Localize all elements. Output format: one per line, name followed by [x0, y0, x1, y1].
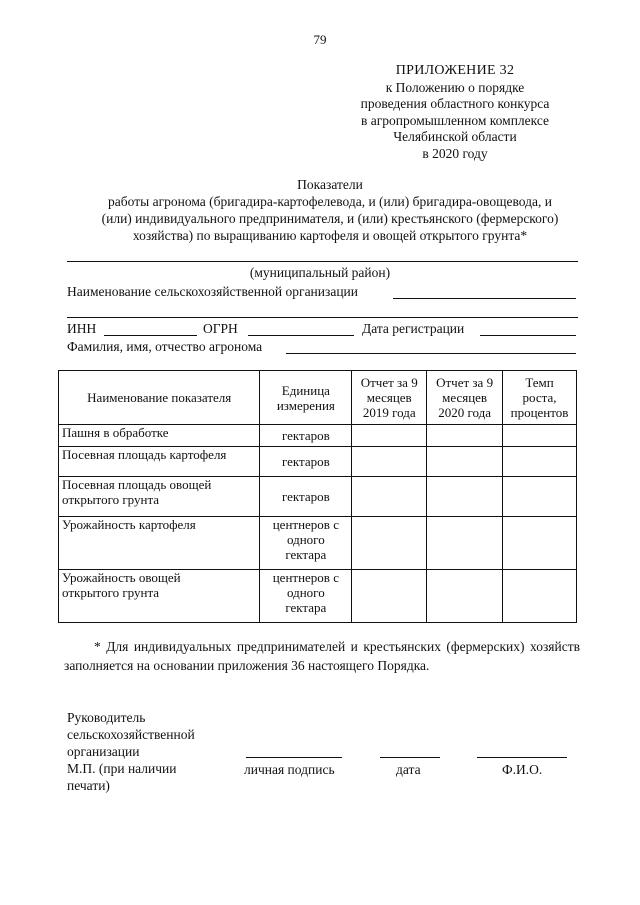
indicator-name: Пашня в обработке — [59, 425, 260, 447]
date-field[interactable] — [380, 757, 440, 758]
ogrn-label: ОГРН — [203, 321, 238, 336]
value-2020-cell[interactable] — [427, 477, 503, 517]
signature-caption: личная подпись — [244, 762, 335, 777]
ogrn-field[interactable] — [248, 335, 354, 336]
value-2020-cell[interactable] — [427, 447, 503, 477]
inn-field[interactable] — [104, 335, 197, 336]
signature-line-text: сельскохозяйственной — [67, 727, 195, 742]
heading-line: хозяйства) по выращиванию картофеля и овощей открытого грунта* — [132, 228, 528, 243]
reg-date-field[interactable] — [480, 335, 576, 336]
signature-line-text: организации — [67, 744, 140, 759]
full-name-caption: Ф.И.О. — [502, 762, 543, 777]
growth-cell[interactable] — [503, 570, 577, 623]
value-2020-cell[interactable] — [427, 517, 503, 570]
value-2019-cell[interactable] — [352, 425, 427, 447]
org-name-label: Наименование сельскохозяйственной организации — [67, 284, 359, 299]
agronomist-field[interactable] — [286, 353, 576, 354]
table-row — [59, 517, 577, 570]
growth-cell[interactable] — [503, 425, 577, 447]
page-number: 79 — [313, 32, 327, 47]
header-indicator-name: Наименование показателя — [59, 371, 260, 425]
header-report-2019: Отчет за 9 месяцев 2019 года — [352, 371, 427, 425]
heading-line: работы агронома (бригадира-картофелевода, и (или) бригадира-овощевода, и — [108, 194, 552, 209]
inn-label: ИНН — [67, 321, 97, 336]
signature-line-text: М.П. (при наличии — [67, 761, 177, 776]
growth-cell[interactable] — [503, 517, 577, 570]
reg-date-label: Дата регистрации — [362, 321, 465, 336]
header-growth-rate: Темп роста, процентов — [503, 371, 577, 425]
footnote-text: * Для индивидуальных предпринимателей и крестьянских (фермерских) хозяйств заполняется на основании приложения 36 настоящего Порядка. — [64, 639, 580, 673]
signature-line-text: печати) — [67, 778, 110, 793]
table-row — [59, 570, 577, 623]
org-name-field[interactable] — [393, 298, 576, 299]
indicator-unit: гектаров — [260, 477, 352, 517]
district-fill-line[interactable] — [67, 261, 578, 262]
table-header-row — [59, 371, 577, 425]
indicator-name: Урожайность овощей открытого грунта — [59, 570, 260, 623]
indicator-name: Посевная площадь картофеля — [59, 447, 260, 477]
appendix-block — [330, 63, 580, 162]
header-report-2020: Отчет за 9 месяцев 2020 года — [427, 371, 503, 425]
appendix-line: проведения областного конкурса — [360, 96, 550, 111]
indicator-unit: центнеров с одного гектара — [260, 570, 352, 623]
header-unit: Единица измерения — [260, 371, 352, 425]
value-2019-cell[interactable] — [352, 517, 427, 570]
indicator-unit: гектаров — [260, 447, 352, 477]
full-name-field[interactable] — [477, 757, 567, 758]
date-caption: дата — [396, 762, 421, 777]
value-2019-cell[interactable] — [352, 477, 427, 517]
growth-cell[interactable] — [503, 477, 577, 517]
signature-left-block — [67, 709, 195, 794]
signature-line-text: Руководитель — [67, 710, 146, 725]
indicator-name: Посевная площадь овощей открытого грунта — [59, 477, 260, 517]
appendix-title: ПРИЛОЖЕНИЕ 32 — [395, 63, 515, 78]
table-row — [59, 477, 577, 517]
value-2019-cell[interactable] — [352, 447, 427, 477]
blank-fill-line[interactable] — [67, 317, 578, 318]
value-2020-cell[interactable] — [427, 570, 503, 623]
appendix-line: в 2020 году — [422, 145, 488, 161]
value-2019-cell[interactable] — [352, 570, 427, 623]
growth-cell[interactable] — [503, 447, 577, 477]
indicator-name: Урожайность картофеля — [59, 517, 260, 570]
document-title: Показатели — [297, 177, 363, 192]
heading-line: (или) индивидуального предпринимателя, и (или) крестьянского (фермерского) — [101, 211, 559, 226]
district-label: (муниципальный район) — [249, 265, 391, 280]
document-heading — [40, 176, 620, 244]
indicators-table — [58, 370, 577, 623]
indicator-unit: центнеров с одного гектара — [260, 517, 352, 570]
appendix-line: к Положению о порядке — [385, 79, 525, 95]
table-row — [59, 447, 577, 477]
table-row — [59, 425, 577, 447]
footnote — [64, 637, 580, 675]
signature-field[interactable] — [246, 757, 342, 758]
appendix-line: Челябинской области — [393, 129, 517, 144]
appendix-line: в агропромышленном комплексе — [360, 112, 550, 128]
value-2020-cell[interactable] — [427, 425, 503, 447]
agronomist-label: Фамилия, имя, отчество агронома — [67, 339, 263, 354]
indicator-unit: гектаров — [260, 425, 352, 447]
